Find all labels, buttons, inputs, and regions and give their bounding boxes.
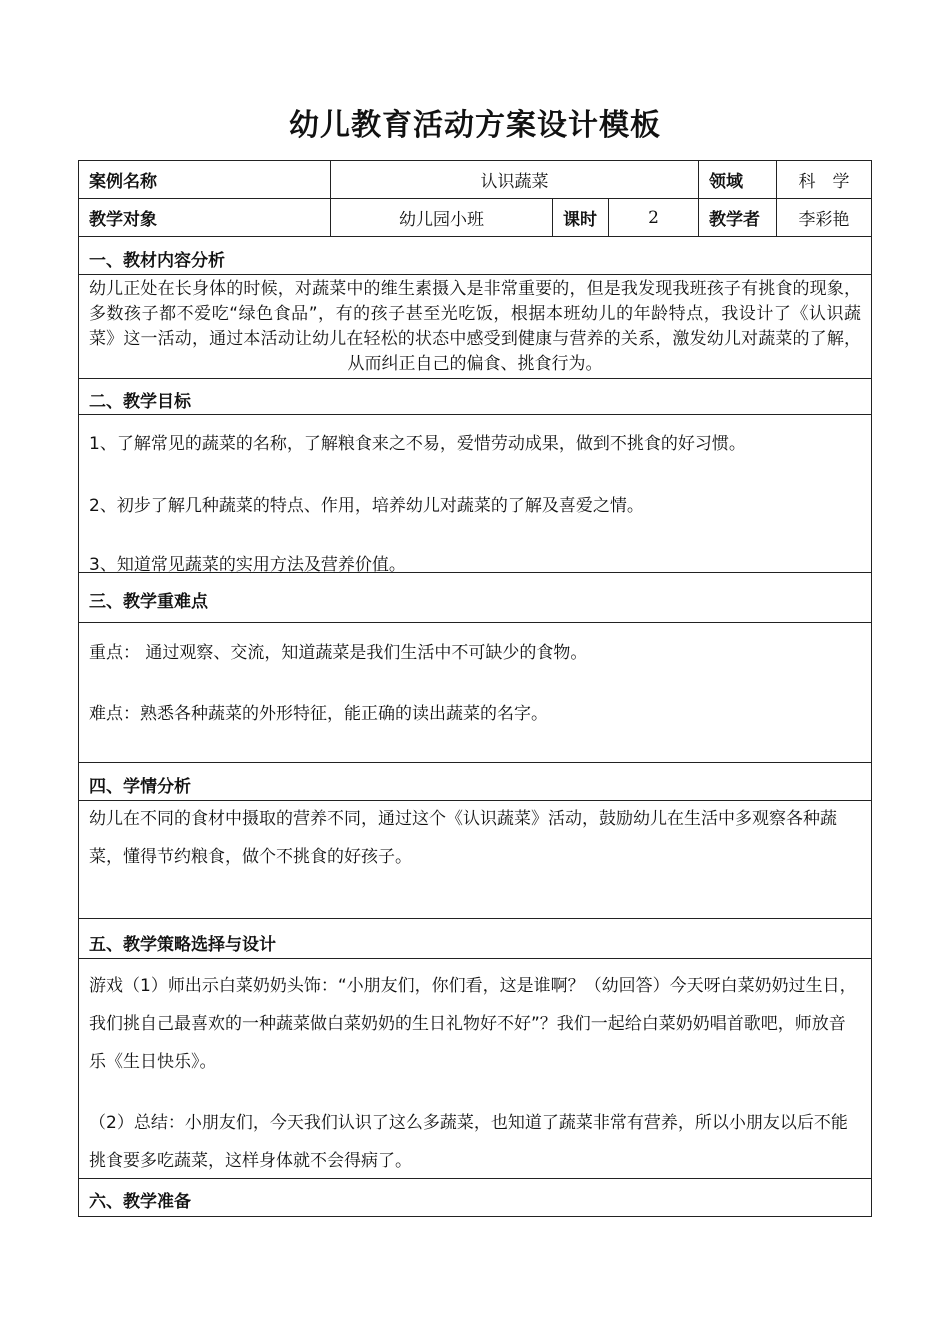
key-point-text: 重点： 通过观察、交流，知道蔬菜是我们生活中不可缺少的食物。 <box>89 643 588 663</box>
hours-label: 课时 <box>553 199 609 236</box>
teacher-value: 李彩艳 <box>798 210 850 230</box>
section-body-5 <box>79 959 871 1179</box>
section-body-2 <box>79 415 871 573</box>
difficult-point-text: 难点：熟悉各种蔬菜的外形特征，能正确的读出蔬菜的名字。 <box>89 704 548 724</box>
section-header-1 <box>79 237 871 275</box>
section-header-5 <box>79 919 871 959</box>
section-3-title: 三、教学重难点 <box>89 592 208 612</box>
section-header-6 <box>79 1179 871 1217</box>
section-header-3 <box>79 573 871 623</box>
objective-item-1: 1、了解常见的蔬菜的名称，了解粮食来之不易，爱惜劳动成果，做到不挑食的好习惯。 <box>89 434 746 454</box>
section-5-title: 五、教学策略选择与设计 <box>89 935 276 955</box>
objective-item-3: 3、知道常见蔬菜的实用方法及营养价值。 <box>89 555 406 575</box>
table-row-target <box>79 199 871 237</box>
teacher-label: 教学者 <box>699 199 777 236</box>
section-body-3 <box>79 623 871 763</box>
case-name-label: 案例名称 <box>79 161 331 198</box>
target-label: 教学对象 <box>79 199 331 236</box>
strategy-paragraph-2: （2）总结：小朋友们，今天我们认识了这么多蔬菜，也知道了蔬菜非常有营养，所以小朋友以后不能挑食要多吃蔬菜，这样身体就不会得病了。 <box>89 1113 848 1171</box>
section-body-1 <box>79 275 871 379</box>
table-row-case <box>79 161 871 199</box>
document-title: 幼儿教育活动方案设计模板 <box>289 108 661 143</box>
hours-value: 2 <box>609 199 699 236</box>
domain-value: 科 学 <box>798 172 850 192</box>
section-header-4 <box>79 763 871 801</box>
plan-table <box>78 160 872 1217</box>
objective-item-2: 2、初步了解几种蔬菜的特点、作用，培养幼儿对蔬菜的了解及喜爱之情。 <box>89 496 644 516</box>
section-1-text: 幼儿正处在长身体的时候，对蔬菜中的维生素摄入是非常重要的，但是我发现我班孩子有挑食的现象，多数孩子都不爱吃“绿色食品”，有的孩子甚至光吃饭，根据本班幼儿的年龄特点，我设计了《认识蔬菜》这一活动，通过本活动让幼儿在轻松的状态中感受到健康与营养的关系，激发幼儿对蔬菜的了解，从而纠正自己的偏食、挑食行为。 <box>89 279 861 374</box>
section-4-title: 四、学情分析 <box>89 777 191 797</box>
domain-label: 领域 <box>699 161 777 198</box>
section-2-title: 二、教学目标 <box>89 392 191 412</box>
section-4-text: 幼儿在不同的食材中摄取的营养不同，通过这个《认识蔬菜》活动，鼓励幼儿在生活中多观察各种蔬菜，懂得节约粮食，做个不挑食的好孩子。 <box>89 809 837 867</box>
section-header-2 <box>79 379 871 415</box>
section-1-title: 一、教材内容分析 <box>89 251 225 271</box>
section-body-4 <box>79 801 871 919</box>
strategy-paragraph-1: 游戏（1）师出示白菜奶奶头饰：“小朋友们，你们看，这是谁啊？（幼回答）今天呀白菜奶奶过生日，我们挑自己最喜欢的一种蔬菜做白菜奶奶的生日礼物好不好”？我们一起给白菜奶奶唱首歌吧，师放音乐《生日快乐》。 <box>89 976 857 1072</box>
target-value: 幼儿园小班 <box>331 199 553 236</box>
section-6-title: 六、教学准备 <box>89 1192 191 1212</box>
case-name-value: 认识蔬菜 <box>331 161 699 198</box>
